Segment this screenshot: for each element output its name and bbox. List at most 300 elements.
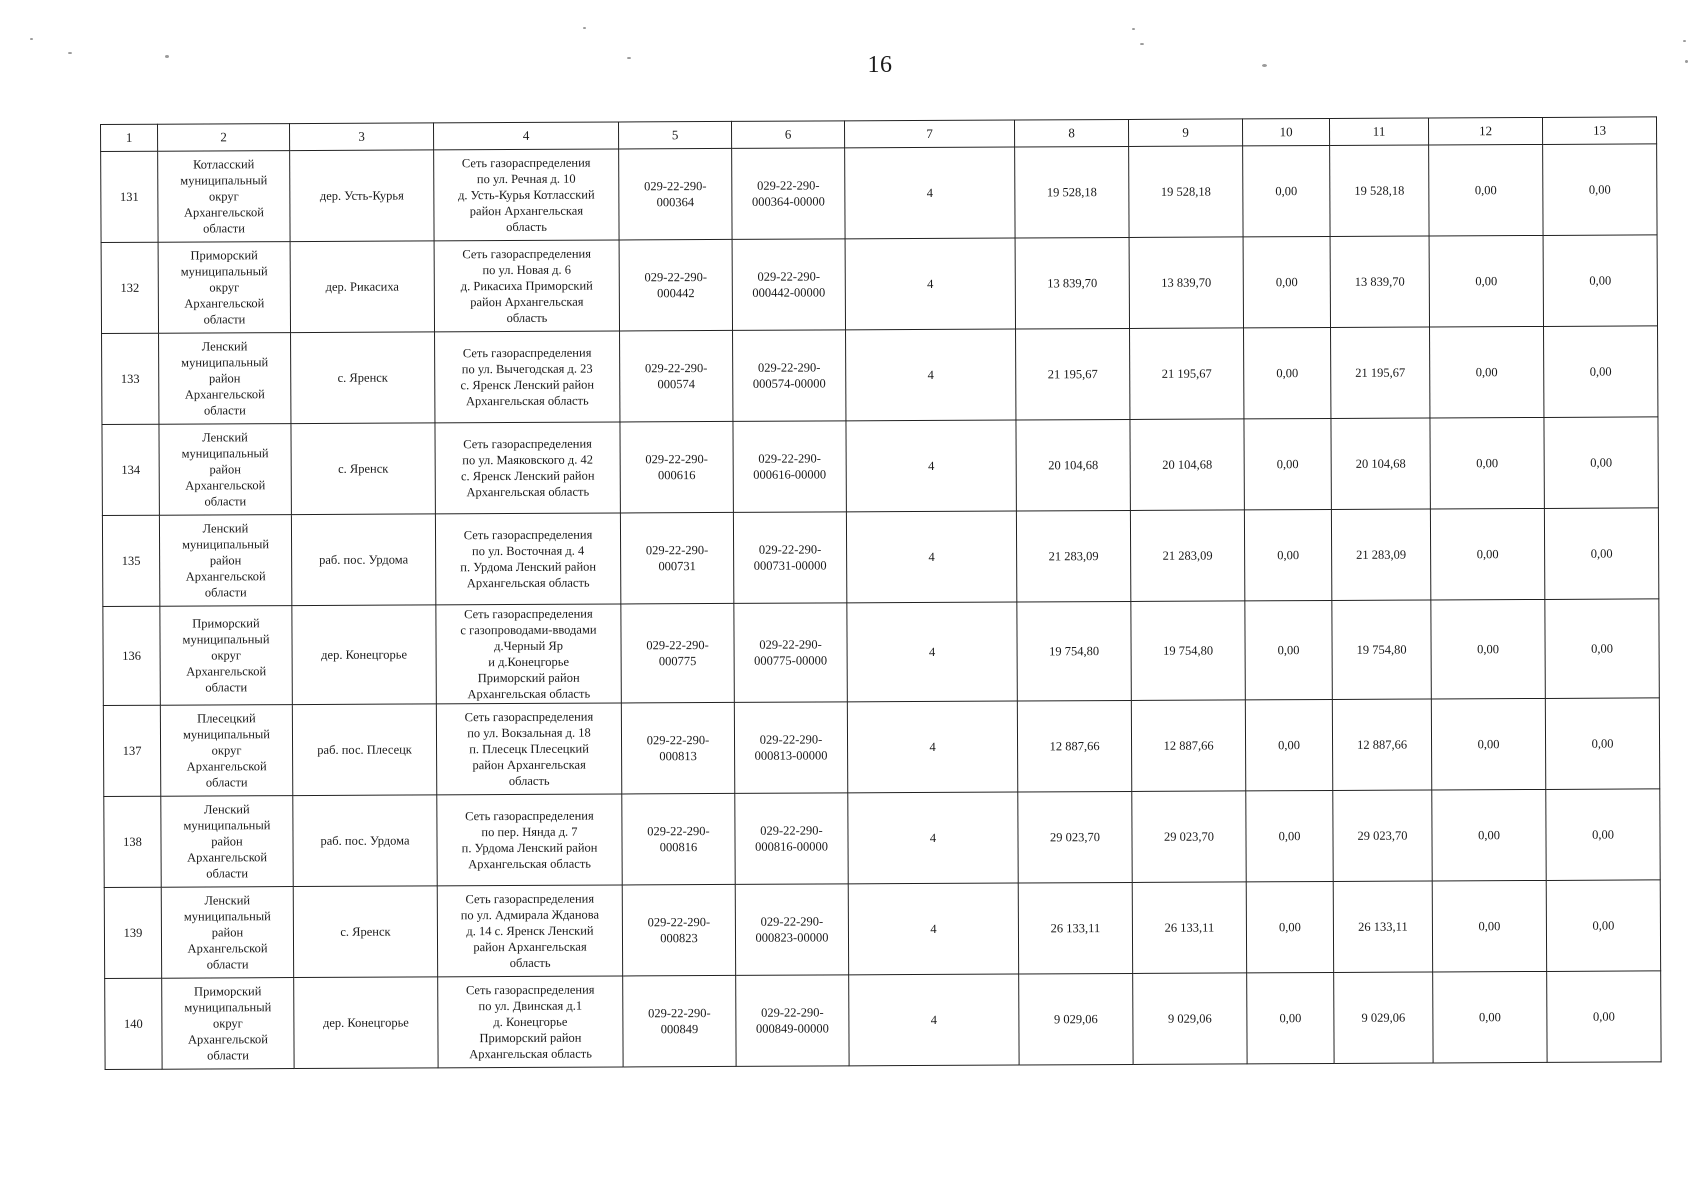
inventory-code-cell-line: 000442 (657, 286, 695, 301)
value-cell-8: 13 839,70 (1015, 237, 1129, 329)
settlement-cell: раб. пос. Плесецк (292, 704, 436, 796)
full-code-cell (732, 239, 845, 331)
inventory-code-cell-line: 000364 (656, 195, 695, 210)
object-cell-line: Архангельская область (466, 484, 590, 500)
value-cell-12: 0,00 (1432, 880, 1546, 972)
full-code-cell-line: 000442-00000 (752, 285, 826, 300)
value-cell-11: 12 887,66 (1332, 699, 1431, 790)
full-code-cell-line: 029-22-290- (760, 914, 824, 929)
inventory-code-cell-line: 000574 (657, 377, 696, 392)
row-number: 139 (104, 887, 161, 978)
inventory-code-cell-line: 000813 (659, 749, 697, 764)
municipality-cell-line: Архангельской (186, 664, 267, 679)
full-code-cell (732, 148, 845, 240)
value-cell-12: 0,00 (1430, 417, 1544, 509)
object-cell-line: область (506, 219, 547, 235)
municipality-cell-line: муниципальный (180, 173, 268, 188)
municipality-cell-line: округ (208, 189, 239, 204)
municipality-cell-line: области (205, 680, 248, 695)
value-cell-8: 20 104,68 (1016, 419, 1130, 511)
category-cell: 4 (845, 147, 1015, 239)
column-number: 2 (158, 124, 290, 152)
object-cell-line: д. Усть-Курья Котласский (458, 187, 595, 203)
scan-speck (1140, 43, 1144, 45)
value-cell-9: 21 283,09 (1130, 510, 1244, 602)
object-cell-line: район Архангельская (473, 939, 587, 955)
inventory-code-cell (619, 239, 732, 331)
scan-speck (30, 38, 33, 40)
municipality-cell (158, 151, 290, 243)
municipality-cell (159, 515, 291, 607)
column-number: 6 (731, 121, 844, 149)
value-cell-9: 19 754,80 (1131, 601, 1245, 701)
object-cell-line: область (509, 955, 551, 971)
full-code-cell (734, 603, 847, 703)
full-code-cell-line: 029-22-290- (758, 542, 822, 557)
value-cell-12: 0,00 (1429, 235, 1543, 327)
municipality-cell-line: Архангельской (187, 850, 268, 865)
inventory-code-cell-line: 029-22-290- (647, 915, 711, 930)
table-row (103, 698, 1659, 797)
inventory-code-cell-line: 000775 (658, 654, 697, 669)
value-cell-12: 0,00 (1433, 971, 1547, 1063)
full-code-cell-line: 000616-00000 (753, 467, 827, 482)
inventory-code-cell-line: 000816 (659, 840, 698, 855)
inventory-code-cell (620, 421, 733, 513)
value-cell-9: 29 023,70 (1132, 791, 1246, 883)
scan-speck (1132, 28, 1135, 30)
value-cell-11: 13 839,70 (1330, 236, 1429, 327)
table-row (102, 508, 1658, 607)
full-code-cell (736, 975, 849, 1067)
category-cell: 4 (849, 974, 1019, 1066)
municipality-cell-line: области (203, 312, 246, 327)
value-cell-12: 0,00 (1429, 144, 1543, 236)
value-cell-8: 29 023,70 (1018, 791, 1132, 883)
municipality-cell-line: Приморский (194, 984, 262, 999)
municipality-cell-line: муниципальный (182, 537, 270, 552)
column-number: 11 (1329, 118, 1428, 145)
inventory-code-cell (622, 793, 735, 885)
full-code-cell-line: 029-22-290- (757, 269, 821, 284)
municipality-cell-line: Архангельской (184, 387, 265, 402)
full-code-cell (735, 884, 848, 976)
column-number: 8 (1014, 119, 1128, 147)
municipality-cell-line: муниципальный (184, 1000, 272, 1015)
object-cell (437, 885, 622, 977)
column-number: 5 (618, 121, 731, 149)
municipality-cell-line: район (211, 925, 244, 940)
value-cell-10: 0,00 (1244, 418, 1331, 509)
object-cell (436, 604, 621, 704)
object-cell-line: с. Яренск Ленский район (460, 468, 595, 484)
inventory-code-cell-line: 029-22-290- (647, 824, 710, 839)
scan-speck (165, 55, 169, 58)
object-cell-line: по ул. Новая д. 6 (482, 262, 572, 278)
object-cell (435, 331, 620, 423)
object-cell-line: п. Урдома Ленский район (460, 559, 597, 575)
municipality-cell-line: округ (211, 648, 242, 663)
municipality-cell-line: муниципальный (183, 818, 271, 833)
full-code-cell-line: 000731-00000 (753, 558, 827, 573)
value-cell-9: 26 133,11 (1132, 882, 1246, 974)
object-cell-line: Сеть газораспределения (464, 606, 593, 622)
municipality-cell (159, 424, 291, 516)
municipality-cell-line: Ленский (202, 521, 249, 536)
value-cell-8: 12 887,66 (1017, 700, 1131, 792)
value-cell-11: 29 023,70 (1333, 790, 1432, 881)
object-cell-line: область (506, 310, 548, 326)
inventory-code-cell (623, 975, 736, 1067)
municipality-cell-line: Архангельской (183, 205, 264, 220)
value-cell-12: 0,00 (1430, 326, 1544, 418)
municipality-cell-line: Архангельской (187, 1032, 268, 1047)
table-row (101, 144, 1657, 243)
object-cell-line: д. Конецгорье (493, 1014, 568, 1030)
municipality-cell-line: области (207, 1048, 249, 1063)
municipality-cell-line: области (206, 866, 249, 881)
full-code-cell-line: 029-22-290- (759, 637, 822, 652)
full-code-cell-line: 000823-00000 (755, 930, 829, 945)
value-cell-11: 21 195,67 (1331, 327, 1430, 418)
full-code-cell (735, 793, 848, 885)
category-cell: 4 (847, 701, 1017, 793)
object-cell-line: п. Урдома Ленский район (461, 840, 598, 856)
value-cell-10: 0,00 (1245, 600, 1332, 699)
full-code-cell (733, 421, 846, 513)
full-code-cell-line: 000364-00000 (751, 194, 825, 209)
value-cell-9: 13 839,70 (1129, 237, 1243, 329)
value-cell-12: 0,00 (1431, 698, 1545, 790)
inventory-code-cell-line: 000616 (657, 468, 696, 483)
value-cell-8: 9 029,06 (1019, 973, 1133, 1065)
category-cell: 4 (846, 329, 1016, 421)
value-cell-10: 0,00 (1247, 972, 1334, 1063)
object-cell-line: Приморский район (477, 670, 580, 686)
full-code-cell-line: 000816-00000 (755, 839, 829, 854)
value-cell-11: 19 528,18 (1330, 145, 1429, 236)
full-code-cell-line: 029-22-290- (757, 178, 820, 193)
value-cell-10: 0,00 (1243, 145, 1330, 236)
value-cell-13: 0,00 (1544, 417, 1658, 509)
full-code-cell-line: 029-22-290- (761, 1005, 824, 1020)
object-cell-line: область (508, 773, 550, 789)
municipality-cell-line: округ (211, 743, 242, 758)
full-code-cell-line: 000775-00000 (754, 653, 828, 668)
municipality-cell (160, 705, 292, 797)
settlement-cell: с. Яренск (293, 886, 437, 978)
settlement-cell: раб. пос. Урдома (293, 795, 437, 887)
object-cell-line: и д.Конецгорье (488, 654, 570, 670)
object-cell-line: Архангельская область (467, 686, 591, 702)
municipality-cell (160, 606, 292, 706)
inventory-code-cell-line: 029-22-290- (646, 638, 709, 653)
category-cell: 4 (847, 602, 1017, 702)
inventory-code-cell (619, 148, 732, 240)
column-number: 7 (844, 120, 1014, 148)
value-cell-11: 9 029,06 (1334, 972, 1433, 1063)
municipality-cell-line: Ленский (201, 339, 248, 354)
object-cell-line: по ул. Восточная д. 4 (471, 543, 585, 559)
value-cell-10: 0,00 (1243, 236, 1330, 327)
value-cell-11: 21 283,09 (1331, 509, 1430, 600)
full-code-cell-line: 029-22-290- (759, 732, 823, 747)
municipality-cell-line: район (209, 553, 242, 568)
object-cell (438, 976, 623, 1068)
scan-speck (1685, 60, 1688, 63)
object-cell-line: по ул. Маяковского д. 42 (462, 452, 594, 468)
scan-speck (68, 52, 72, 54)
full-code-cell-line: 029-22-290- (760, 823, 823, 838)
column-number: 10 (1242, 118, 1329, 145)
full-code-cell-line: 029-22-290- (758, 451, 821, 466)
object-cell-line: район Архангельская (469, 203, 584, 219)
value-cell-8: 19 528,18 (1015, 146, 1129, 238)
table-row (102, 326, 1658, 425)
value-cell-9: 21 195,67 (1130, 328, 1244, 420)
municipality-cell-line: Приморский (192, 616, 260, 631)
municipality-cell-line: район (209, 462, 241, 477)
inventory-code-cell-line: 029-22-290- (644, 179, 707, 194)
scan-speck (1683, 40, 1686, 42)
object-cell (437, 794, 622, 886)
municipality-cell-line: области (203, 221, 245, 236)
full-code-cell (733, 330, 846, 422)
row-number: 135 (102, 515, 159, 606)
column-number: 9 (1128, 119, 1242, 147)
value-cell-13: 0,00 (1544, 326, 1658, 418)
inventory-code-cell-line: 029-22-290- (645, 543, 709, 558)
category-cell: 4 (846, 511, 1016, 603)
object-cell-line: по пер. Нянда д. 7 (481, 824, 578, 840)
municipality-cell-line: муниципальный (183, 909, 271, 924)
row-number: 138 (104, 796, 161, 887)
category-cell: 4 (848, 792, 1018, 884)
value-cell-13: 0,00 (1547, 971, 1661, 1063)
object-cell-line: Архангельская область (466, 575, 590, 591)
object-cell-line: Сеть газораспределения (464, 709, 594, 725)
settlement-cell: дер. Рикасиха (290, 241, 434, 333)
object-cell-line: Сеть газораспределения (465, 891, 595, 907)
object-cell-line: район Архангельская (472, 757, 586, 773)
object-cell-line: Сеть газораспределения (463, 527, 593, 543)
full-code-cell (733, 512, 846, 604)
municipality-cell-line: муниципальный (182, 727, 271, 742)
value-cell-12: 0,00 (1432, 789, 1546, 881)
settlement-cell: дер. Конецгорье (292, 605, 436, 705)
municipality-cell-line: Ленский (204, 893, 251, 908)
scan-speck (627, 57, 631, 59)
row-number: 131 (101, 151, 158, 242)
value-cell-8: 19 754,80 (1017, 601, 1131, 701)
value-cell-13: 0,00 (1546, 789, 1660, 881)
municipality-cell-line: области (205, 775, 248, 790)
value-cell-11: 19 754,80 (1332, 600, 1431, 699)
scan-speck (583, 27, 586, 29)
value-cell-13: 0,00 (1546, 880, 1660, 972)
settlement-cell: дер. Конецгорье (294, 977, 438, 1069)
object-cell-line: по ул. Вокзальная д. 18 (467, 725, 591, 741)
value-cell-9: 19 528,18 (1129, 146, 1243, 238)
value-cell-10: 0,00 (1246, 881, 1333, 972)
municipality-cell-line: Архангельской (186, 759, 267, 774)
value-cell-11: 20 104,68 (1331, 418, 1430, 509)
value-cell-9: 20 104,68 (1130, 419, 1244, 511)
full-code-cell (734, 702, 847, 794)
category-cell: 4 (848, 883, 1018, 975)
value-cell-9: 12 887,66 (1131, 700, 1245, 792)
object-cell-line: п. Плесецк Плесецкий (469, 741, 589, 757)
value-cell-8: 21 195,67 (1016, 328, 1130, 420)
page-number: 16 (867, 52, 893, 78)
value-cell-10: 0,00 (1246, 790, 1333, 881)
full-code-cell-line: 000813-00000 (754, 748, 828, 763)
object-cell-line: д. Рикасиха Приморский (460, 278, 593, 294)
object-cell-line: Сеть газораспределения (462, 246, 591, 262)
object-cell-line: по ул. Речная д. 10 (476, 171, 576, 187)
object-cell-line: по ул. Адмирала Жданова (460, 907, 600, 923)
municipality-cell-line: области (204, 585, 247, 600)
column-number: 4 (433, 122, 618, 150)
value-cell-13: 0,00 (1544, 508, 1658, 600)
inventory-code-cell-line: 000823 (660, 931, 698, 946)
object-cell-line: Сеть газораспределения (465, 808, 594, 824)
municipality-cell-line: муниципальный (182, 632, 270, 647)
table-body (101, 144, 1661, 1070)
municipality-cell-line: области (204, 494, 247, 509)
object-cell-line: с газопроводами-вводами (460, 622, 597, 638)
full-code-cell-line: 000574-00000 (752, 376, 826, 391)
value-cell-10: 0,00 (1244, 327, 1331, 418)
inventory-code-cell-line: 029-22-290- (648, 1006, 711, 1021)
municipality-cell-line: Приморский (190, 248, 258, 263)
municipality-cell-line: Ленский (202, 430, 248, 445)
column-number: 1 (101, 124, 158, 151)
settlement-cell: раб. пос. Урдома (291, 514, 435, 606)
settlement-cell: дер. Усть-Курья (290, 150, 434, 242)
municipality-cell-line: муниципальный (181, 355, 269, 370)
municipality-cell-line: Плесецкий (197, 711, 256, 726)
value-cell-9: 9 029,06 (1133, 973, 1247, 1065)
object-cell-line: Архангельская область (465, 393, 589, 409)
object-cell-line: с. Яренск Ленский район (460, 377, 595, 393)
value-cell-12: 0,00 (1430, 508, 1544, 600)
object-cell-line: Сеть газораспределения (463, 436, 592, 452)
municipality-cell-line: Котласский (193, 157, 255, 172)
object-cell-line: Архангельская область (469, 1046, 592, 1062)
value-cell-10: 0,00 (1245, 699, 1332, 790)
municipality-cell (158, 242, 290, 334)
object-cell-line: по ул. Двинская д.1 (478, 998, 583, 1014)
inventory-code-cell-line: 000731 (658, 559, 696, 574)
table-row (101, 235, 1657, 334)
inventory-code-cell-line: 029-22-290- (646, 733, 710, 748)
category-cell: 4 (846, 420, 1016, 512)
table-row (104, 880, 1660, 979)
scan-speck (1262, 64, 1267, 67)
municipality-cell-line: округ (209, 280, 240, 295)
value-cell-13: 0,00 (1543, 235, 1657, 327)
municipality-cell (161, 796, 293, 888)
value-cell-8: 21 283,09 (1016, 510, 1130, 602)
row-number: 133 (102, 333, 159, 424)
category-cell: 4 (845, 238, 1015, 330)
column-number: 13 (1542, 117, 1656, 145)
object-cell-line: Приморский район (479, 1030, 582, 1046)
column-number: 12 (1428, 117, 1542, 145)
municipality-cell-line: Архангельской (185, 569, 266, 584)
municipality-cell (162, 978, 294, 1070)
object-cell-line: Сеть газораспределения (465, 982, 595, 998)
inventory-code-cell (620, 330, 733, 422)
object-cell (435, 422, 620, 514)
inventory-code-cell-line: 029-22-290- (645, 452, 708, 467)
object-cell (436, 703, 621, 795)
object-cell-line: Сеть газораспределения (462, 345, 592, 361)
object-cell-line: д.Черный Яр (494, 638, 564, 654)
object-cell-line: по ул. Вычегодская д. 23 (461, 361, 593, 377)
object-cell (434, 149, 619, 241)
object-cell-line: д. 14 с. Яренск Ленский (466, 923, 594, 939)
row-number: 134 (102, 424, 159, 515)
value-cell-11: 26 133,11 (1333, 881, 1432, 972)
value-cell-8: 26 133,11 (1018, 882, 1132, 974)
object-cell (434, 240, 619, 332)
table-row (102, 417, 1658, 516)
inventory-code-cell-line: 029-22-290- (644, 361, 708, 376)
municipality-cell-line: Архангельской (185, 478, 266, 493)
municipality-cell-line: Архангельской (184, 296, 265, 311)
municipality-cell-line: муниципальный (181, 446, 269, 461)
assets-table (100, 116, 1662, 1070)
row-number: 137 (103, 705, 160, 796)
settlement-cell: с. Яренск (291, 423, 435, 515)
value-cell-10: 0,00 (1244, 509, 1331, 600)
inventory-code-cell-line: 000849 (660, 1022, 699, 1037)
object-cell (435, 513, 620, 605)
municipality-cell-line: области (203, 403, 246, 418)
municipality-cell-line: район (208, 371, 241, 386)
row-number: 136 (103, 606, 160, 705)
settlement-cell: с. Яренск (291, 332, 435, 424)
inventory-code-cell (621, 702, 734, 794)
municipality-cell (159, 333, 291, 425)
table-row (105, 971, 1661, 1070)
table-row (104, 789, 1660, 888)
municipality-cell-line: области (206, 957, 249, 972)
municipality-cell-line: округ (212, 1016, 243, 1031)
municipality-cell-line: район (211, 834, 243, 849)
municipality-cell (161, 887, 293, 979)
object-cell-line: Архангельская область (468, 856, 591, 872)
full-code-cell-line: 000849-00000 (755, 1021, 829, 1036)
inventory-code-cell (622, 884, 735, 976)
inventory-code-cell-line: 029-22-290- (644, 270, 708, 285)
row-number: 132 (101, 242, 158, 333)
municipality-cell-line: Ленский (203, 802, 250, 817)
value-cell-12: 0,00 (1431, 599, 1545, 699)
column-number: 3 (290, 123, 434, 151)
inventory-code-cell (620, 512, 733, 604)
value-cell-13: 0,00 (1545, 599, 1659, 699)
row-number: 140 (105, 978, 162, 1069)
value-cell-13: 0,00 (1545, 698, 1659, 790)
inventory-code-cell (621, 603, 734, 703)
value-cell-13: 0,00 (1543, 144, 1657, 236)
table-row (103, 599, 1659, 706)
full-code-cell-line: 029-22-290- (757, 360, 821, 375)
object-cell-line: район Архангельская (470, 294, 584, 310)
